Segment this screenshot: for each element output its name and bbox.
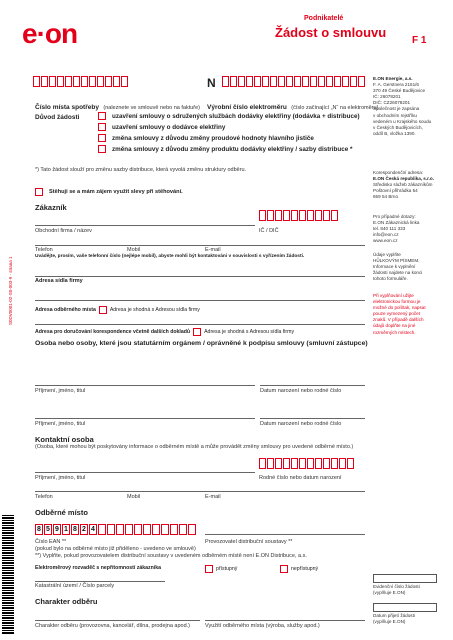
zakaznik-title: Zákazník (35, 203, 67, 212)
provozovatel-line[interactable] (205, 534, 365, 535)
osoba-title: Osoba nebo osoby, které jsou statutárním orgánem / oprávněné k podpisu smlouvy (smluvní zástupce) (35, 340, 368, 347)
duvod-option[interactable]: změna smlouvy z důvodu změny produktu dodávky elektřiny / sazby distribuce * (98, 145, 360, 153)
katastr-line[interactable] (35, 581, 165, 582)
checkbox[interactable] (98, 145, 106, 153)
ean-digit-empty[interactable] (116, 524, 124, 535)
ean-digit: 5 (44, 524, 52, 535)
sidebar-company-block: E.ON Energie, a.s. F. A. Gerstnera 2151/6 370 49 České Budějovice IČ: 26078201 DIČ: CZ26078201 Společnost je zapsána v obchodním rejstříku vedeném u Krajského soudu v Českých Budějovicích, oddíl B, vložka 1390. (373, 76, 432, 136)
checkbox[interactable] (193, 328, 201, 336)
ean-digit-empty[interactable] (152, 524, 160, 535)
charakter-title: Charakter odběru (35, 597, 98, 606)
ean-label: Číslo EAN ** (35, 539, 67, 545)
kontakt-email-label: E-mail (205, 494, 221, 500)
ic-label: IČ / DIČ (259, 228, 279, 234)
header-subtitle: Podnikatelé (304, 15, 344, 22)
osoba-datum1-line[interactable] (260, 385, 365, 386)
evidencni-cislo-label: Evidenční číslo žádosti (vyplňuje E.ON) (373, 584, 420, 596)
kontakt-rodne-label: Rodné číslo nebo datum narození (259, 475, 342, 481)
provozovatel-label: Provozovatel distribuční soustavy ** (205, 539, 293, 545)
sidebar-kores-block: Korespondenční adresa: E.ON Česká republika, s.r.o. Středisko služeb zákazníkům Poštovní přihrádka 54 659 54 Brno (373, 170, 435, 200)
osoba-datum1-label: Datum narození nebo rodné číslo (260, 388, 342, 394)
mobil-label: Mobil (127, 247, 141, 253)
odberne-misto-title: Odběrné místo (35, 508, 88, 517)
ean-digit-empty[interactable] (170, 524, 178, 535)
adresa-sidla-label: Adresa sídla firmy (35, 278, 83, 284)
evidencni-cislo-box[interactable] (373, 574, 437, 583)
duvod-option[interactable]: změna smlouvy z důvodu změny proudové hodnoty hlavního jističe (98, 134, 360, 142)
osoba-jmeno2-line[interactable] (35, 418, 255, 419)
ean-digit-empty[interactable] (107, 524, 115, 535)
checkbox[interactable] (280, 565, 288, 573)
duvod-footnote: *) Tato žádost slouží pro změnu sazby distribuce, která vyvolá změnu struktury odběru. (35, 167, 247, 173)
ic-boxes[interactable] (259, 210, 338, 221)
ean-digit-empty[interactable] (188, 524, 196, 535)
datum-prijeti-box[interactable] (373, 603, 437, 612)
sidebar-dotazy-block: Pro případné dotazy: E.ON Zákaznická linka tel. 840 111 333 info@eon.cz www.eon.cz (373, 214, 420, 244)
osoba-datum2-line[interactable] (260, 418, 365, 419)
osoba-datum2-label: Datum narození nebo rodné číslo (260, 421, 342, 427)
checkbox[interactable] (35, 188, 43, 196)
kontakt-jmeno-label: Příjmení, jméno, titul (35, 475, 86, 481)
rozvadec-row: Elektroměrový rozvaděč s nepřítomností zákazníka (35, 565, 161, 571)
elektromer-boxes[interactable] (222, 76, 365, 87)
ean-field[interactable] (35, 524, 196, 535)
sidebar-note-red: Při vyplňování užijte elektronickou formou je možné do polí/tak, napsat pouze vymezený počet znaků. V případě dalších údajů doplňte na jiné rozměrných místech. (373, 293, 426, 335)
duvod-option[interactable]: uzavření smlouvy o sdružených službách dodávky elektřiny (dodávka + distribuce) (98, 112, 360, 120)
cislo-mista-label-row: Číslo místa spotřeby (naleznete ve smlouvě nebo na faktuře) (35, 104, 201, 111)
ean-digit-empty[interactable] (143, 524, 151, 535)
ean-digit: 1 (62, 524, 70, 535)
katastr-label: Katastrální území / Číslo parcely (35, 583, 115, 589)
charakter-label2: Využití odběrného místa (výroba, služby apod.) (205, 623, 320, 629)
obchodni-firma-line[interactable] (35, 225, 255, 226)
telefon-note: Uvádějte, prosím, vaše telefonní číslo (nejlépe mobil), abyste mohli být kontaktováni v souvislosti s vyřízením žádosti. (35, 254, 305, 259)
duvod-options (98, 112, 360, 153)
ean-digit-empty[interactable] (161, 524, 169, 535)
adresa-om-line[interactable] (35, 300, 365, 301)
kontakt-note: (Osoba, které mohou být poskytovány informace o odběrném místě a může provádět změny smlouvy pro uvedené odběrné místo.) (35, 444, 354, 450)
vertical-document-id: S0DV0001-02-S0-003-9 · strana 1 (8, 256, 13, 325)
barcode (2, 515, 14, 635)
form-code: F 1 (412, 35, 427, 46)
checkbox[interactable] (98, 112, 106, 120)
ean-digit: 8 (35, 524, 43, 535)
kontakt-title: Kontaktní osoba (35, 435, 94, 444)
telefon-label: Telefon (35, 247, 53, 253)
ean-digit-empty[interactable] (179, 524, 187, 535)
charakter-label1: Charakter odběru (provozovna, kancelář, dílna, prodejna apod.) (35, 623, 191, 629)
kontakt-mobil-label: Mobil (127, 494, 141, 500)
eon-logo: e·on (22, 18, 78, 49)
kontakt-telefon-line[interactable] (35, 491, 365, 492)
adresa-sidla-line[interactable] (35, 276, 365, 277)
elektromer-label-row: Výrobní číslo elektroměru (číslo začínající „N“ na elektroměru) (207, 104, 379, 111)
checkbox[interactable] (205, 565, 213, 573)
stehovani-option[interactable]: Stěhuji se a mám zájem využít slevy při stěhování. (35, 188, 183, 196)
duvod-label: Důvod žádosti (35, 114, 80, 121)
ean-digit-empty[interactable] (134, 524, 142, 535)
kontakt-jmeno-line[interactable] (35, 472, 255, 473)
checkbox[interactable] (99, 306, 107, 314)
n-prefix: N (207, 76, 216, 90)
ean-digit-empty[interactable] (125, 524, 133, 535)
checkbox[interactable] (98, 134, 106, 142)
sidebar-udaje-block: Údaje vyplňte HŮLKOVÝM PÍSMEM. Informace k vyplnění žádosti najdete na konci tohoto formuláře. (373, 252, 423, 282)
duvod-option[interactable]: uzavření smlouvy o dodávce elektřiny (98, 123, 360, 131)
ean-digit: 9 (53, 524, 61, 535)
adresa-kores-row: Adresa pro doručování korespondence včetně dalších dokladů Adresa je shodná s Adresou sídla firmy (35, 329, 295, 335)
odberne-footnote: **) Vyplňte, pokud provozovatelem distribuční soustavy v uvedeném odběrném místě není E.ON Distribuce, a.s. (35, 553, 307, 559)
telefon-line[interactable] (35, 245, 365, 246)
ean-digit: 8 (71, 524, 79, 535)
odberne-misto-boxes[interactable] (33, 76, 128, 87)
adresa-kores-line[interactable] (35, 324, 365, 325)
charakter-line2[interactable] (205, 620, 365, 621)
pristupny-option[interactable]: přístupný (205, 565, 237, 573)
osoba-jmeno1-line[interactable] (35, 385, 255, 386)
page-title: Žádost o smlouvu (275, 25, 387, 40)
osoba-jmeno1-label: Příjmení, jméno, titul (35, 388, 86, 394)
checkbox[interactable] (98, 123, 106, 131)
kontakt-telefon-label: Telefon (35, 494, 53, 500)
ean-digit: 4 (89, 524, 97, 535)
ean-digit-empty[interactable] (98, 524, 106, 535)
adresa-om-row: Adresa odběrného místa Adresa je shodná s Adresou sídla firmy (35, 307, 200, 313)
ean-hint: (pokud bylo na odběrné místo již přiděleno - uvedeno ve smlouvě) (35, 546, 196, 552)
osoba-jmeno2-label: Příjmení, jméno, titul (35, 421, 86, 427)
kontakt-rodne-boxes[interactable] (259, 458, 354, 469)
obchodni-firma-label: Obchodní firma / název (35, 228, 92, 234)
datum-prijeti-label: Datum přijetí žádosti (vyplňuje E.ON) (373, 613, 415, 625)
email-label: E-mail (205, 247, 221, 253)
ean-digit: 2 (80, 524, 88, 535)
charakter-line1[interactable] (35, 620, 200, 621)
nepristupny-option[interactable]: nepřístupný (280, 565, 318, 573)
